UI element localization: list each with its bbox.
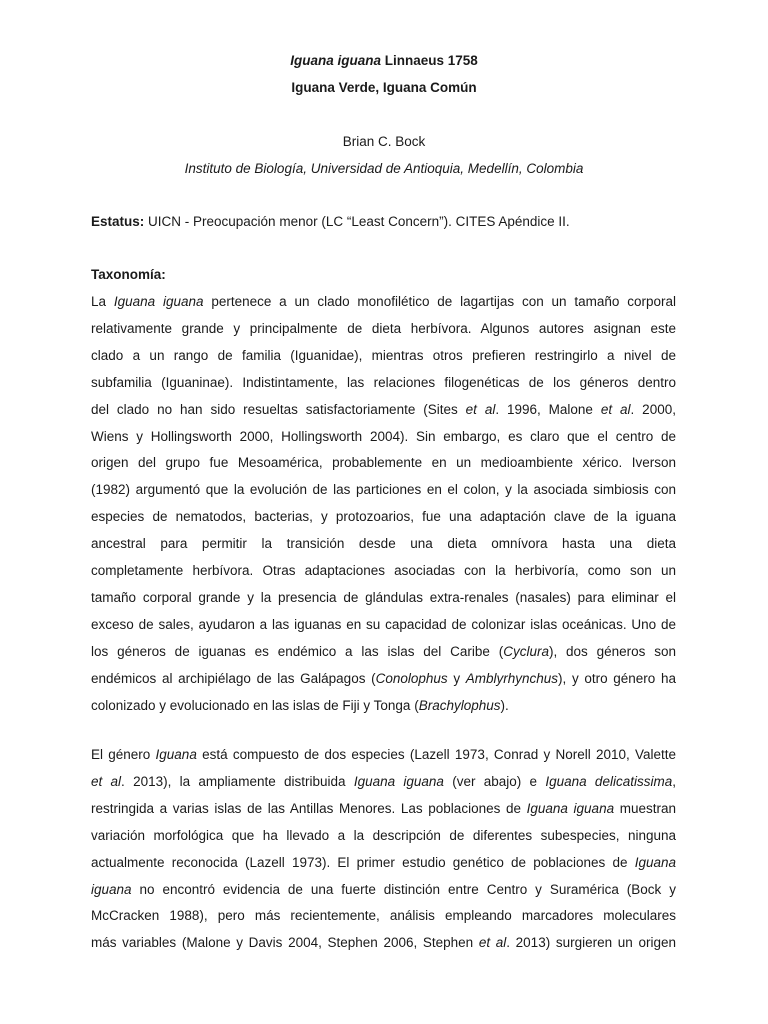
text-run: exceso de sales, ayudaron a las iguanas en su capacidad de colonizar islas oceánicas. Uno de	[91, 616, 676, 632]
italic-term: Iguana iguana	[353, 773, 444, 789]
text-run: del clado no han sido resueltas satisfactoriamente (Sites	[91, 401, 466, 417]
status-text: UICN - Preocupación menor (LC “Least Concern”). CITES Apéndice II.	[144, 214, 570, 229]
text-run: ), dos géneros son	[548, 643, 676, 659]
text-run: . 2013), la ampliamente distribuida	[121, 773, 354, 789]
italic-term: Iguana iguana	[113, 294, 204, 309]
status-label: Estatus:	[91, 214, 145, 229]
text-run: McCracken 1988), pero más recientemente, análisis empleando marcadores moleculares	[91, 908, 676, 924]
text-run: muestran	[614, 800, 676, 816]
text-line	[91, 643, 676, 661]
text-line	[91, 907, 676, 925]
text-line	[91, 670, 676, 688]
text-line	[91, 293, 676, 311]
text-line	[91, 854, 676, 872]
text-run: ancestral para permitir la transición desde una dieta omnívora hasta una dieta	[91, 536, 676, 552]
text-run: origen del grupo fue Mesoamérica, probablemente en un medioambiente xérico. Iverson	[91, 455, 676, 471]
text-run: variación morfológica que ha llevado a la descripción de diferentes subespecies, ninguna	[91, 827, 676, 843]
text-run: . 2013) surgieren un origen	[506, 935, 676, 951]
italic-term: Iguana iguana	[526, 800, 615, 816]
text-run: El género	[91, 747, 156, 762]
text-run: relativamente grande y principalmente de dieta herbívora. Algunos autores asignan este	[91, 320, 676, 336]
text-run: subfamilia (Iguaninae). Indistintamente, las relaciones filogenéticas de los géneros dentro	[91, 374, 676, 390]
text-line	[91, 535, 676, 553]
status-line	[91, 213, 676, 231]
text-line	[91, 697, 676, 715]
text-run: (ver abajo) e	[443, 773, 546, 789]
text-line	[91, 454, 676, 472]
text-run: especies de nematodos, bacterias, y protozoarios, fue una adaptación clave de la iguana	[91, 509, 676, 525]
text-run: no encontró evidencia de una fuerte distinción entre Centro y Suramérica (Bock y	[131, 881, 676, 897]
text-line	[91, 773, 676, 791]
text-run: La	[91, 294, 114, 309]
italic-term: Cyclura	[503, 643, 549, 659]
text-line	[91, 746, 676, 764]
text-run: ).	[500, 697, 509, 713]
text-run: ), y otro género ha	[558, 670, 676, 686]
italic-term: et al	[600, 401, 631, 417]
text-run: endémicos al archipiélago de las Galápagos (	[91, 670, 376, 686]
italic-term: Brachylophus	[418, 697, 501, 713]
italic-term: Iguana	[155, 747, 197, 762]
text-line	[91, 401, 676, 419]
italic-term: Iguana	[634, 854, 676, 870]
article-title	[0, 52, 768, 70]
text-run: ,	[672, 773, 676, 789]
taxonomy-heading: Taxonomía:	[91, 267, 166, 282]
italic-term: iguana	[91, 881, 132, 897]
common-names: Iguana Verde, Iguana Común	[291, 80, 477, 95]
text-run: completamente herbívora. Otras adaptaciones asociadas con la herbivoría, como son un	[91, 563, 676, 578]
title-species: Iguana iguana	[290, 53, 381, 68]
text-run: tamaño corporal grande y la presencia de glándulas extra-renales (nasales) para eliminar el	[91, 589, 676, 605]
text-line	[91, 320, 676, 338]
text-line	[91, 508, 676, 526]
author-name: Brian C. Bock	[342, 134, 426, 149]
text-line	[91, 881, 676, 899]
italic-term: et al	[478, 935, 507, 951]
text-run: está compuesto de dos especies (Lazell 1973, Conrad y Norell 2010, Valette	[196, 747, 676, 762]
text-run: clado a un rango de familia (Iguanidae), mientras otros prefieren restringirlo a nivel de	[91, 347, 676, 363]
text-line	[91, 562, 676, 580]
italic-term: Conolophus	[375, 670, 448, 686]
text-run: . 2000,	[630, 401, 676, 417]
text-line	[91, 428, 676, 446]
text-line	[91, 481, 676, 499]
italic-term: Amblyrhynchus	[465, 670, 559, 686]
text-run: (1982) argumentó que la evolución de las particiones en el colon, y la asociada simbiosis con	[91, 482, 676, 498]
text-run: Wiens y Hollingsworth 2000, Hollingsworth 2004). Sin embargo, es claro que el centro de	[91, 428, 676, 444]
text-run: y	[447, 670, 466, 686]
author-affiliation: Instituto de Biología, Universidad de Antioquia, Medellín, Colombia	[184, 161, 584, 176]
text-line	[91, 374, 676, 392]
text-line	[91, 589, 676, 607]
italic-term: et al	[465, 401, 496, 417]
text-run: más variables (Malone y Davis 2004, Stephen 2006, Stephen	[91, 935, 479, 951]
text-run: pertenece a un clado monofilético de lagartijas con un tamaño corporal	[203, 294, 676, 309]
text-run: restringida a varias islas de las Antillas Menores. Las poblaciones de	[91, 800, 527, 816]
text-line	[91, 934, 676, 952]
text-line	[91, 616, 676, 634]
title-authority: Linnaeus 1758	[380, 53, 478, 68]
italic-term: Iguana delicatissima	[545, 773, 673, 789]
text-run: los géneros de iguanas es endémico a las islas del Caribe (	[91, 643, 504, 659]
text-run: . 1996, Malone	[495, 401, 601, 417]
text-line	[91, 800, 676, 818]
text-run: actualmente reconocida (Lazell 1973). El primer estudio genético de poblaciones de	[91, 854, 635, 870]
italic-term: et al	[91, 773, 122, 789]
text-line	[91, 347, 676, 365]
text-run: colonizado y evolucionado en las islas de Fiji y Tonga (	[91, 697, 419, 713]
text-line	[91, 827, 676, 845]
